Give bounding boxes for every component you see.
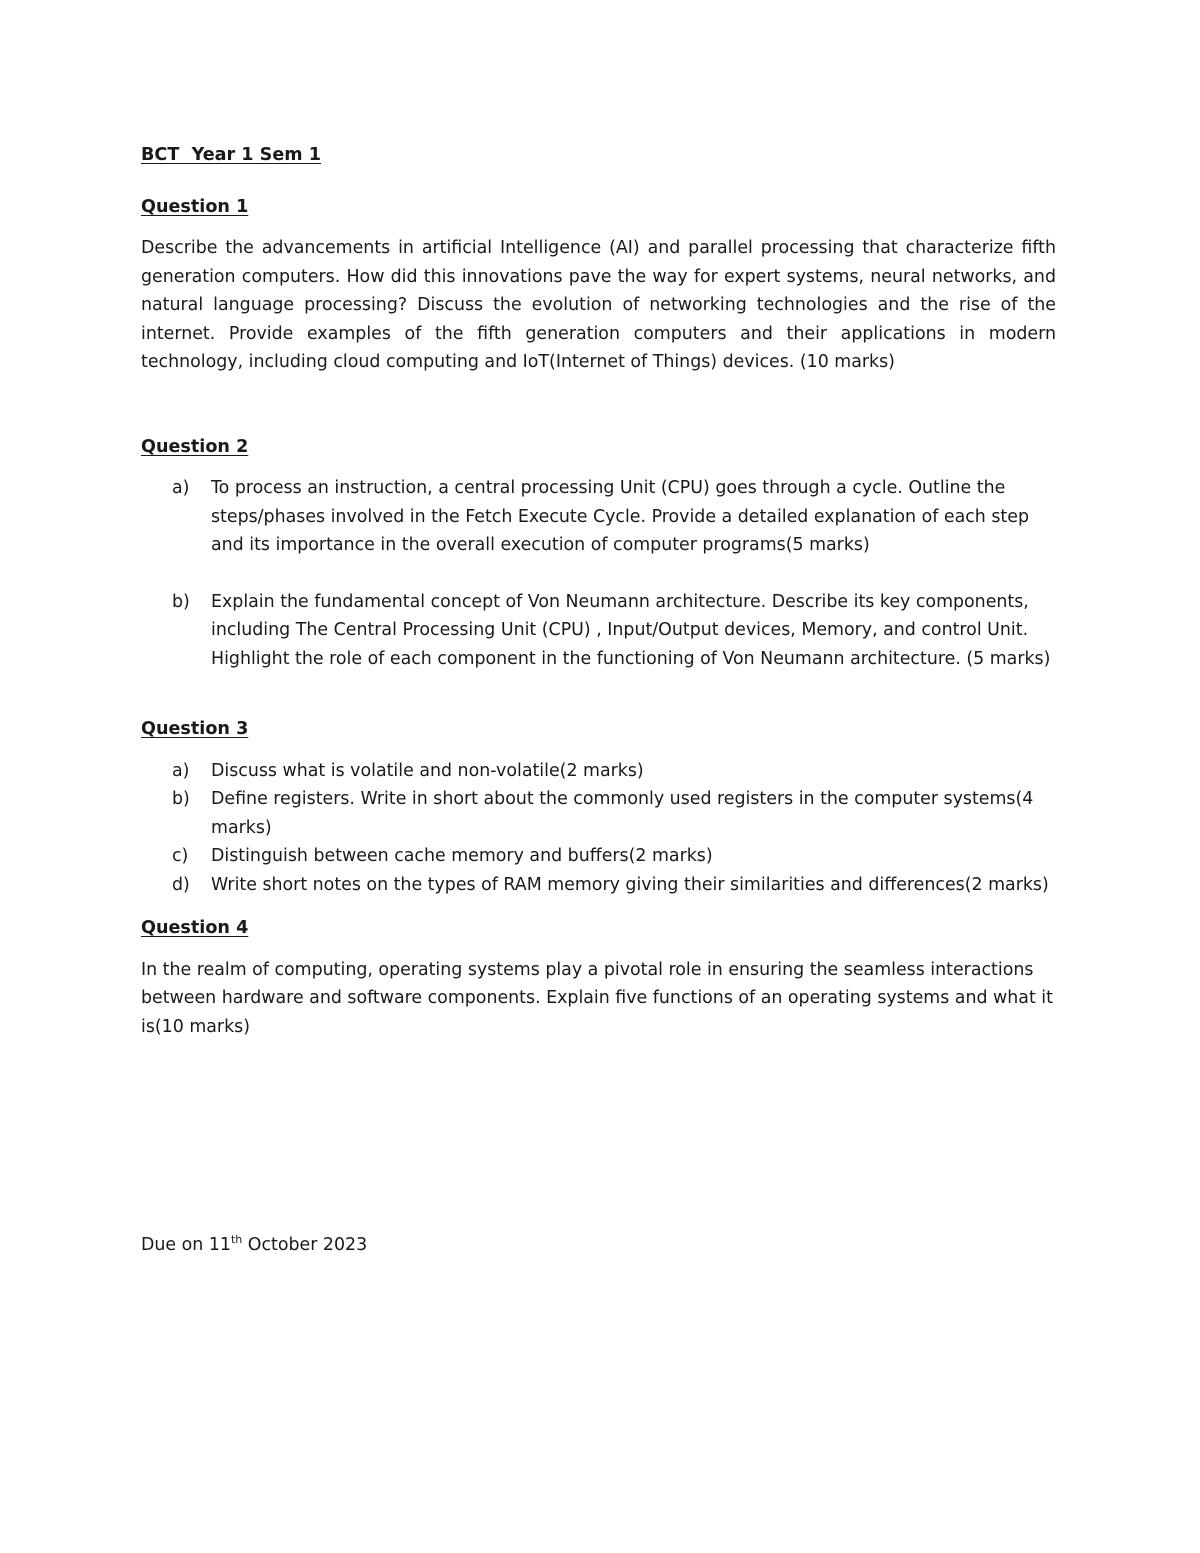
question-4 xyxy=(141,914,1056,1041)
question-2-list xyxy=(141,474,1056,673)
question-2-item-b-text: Explain the fundamental concept of Von Neumann architecture. Describe its key components, including The Central Processing Unit (CPU) , Input/Output devices, Memory, and control Unit. Highlight the role of each component in the functioning of Von Neumann architecture. (5 marks) xyxy=(211,591,1051,669)
question-1 xyxy=(141,193,1056,377)
question-2-item-a xyxy=(141,474,1056,560)
question-3-item-a-text: Discuss what is volatile and non-volatile(2 marks) xyxy=(211,760,644,781)
question-3-heading: Question 3 xyxy=(141,719,249,739)
question-3-item-c-text: Distinguish between cache memory and buffers(2 marks) xyxy=(211,846,713,866)
list-marker: a) xyxy=(172,760,190,781)
question-3-item-c xyxy=(141,842,1056,871)
list-marker: d) xyxy=(172,874,190,895)
question-3-item-b-text: Define registers. Write in short about the commonly used registers in the computer systems(4 marks) xyxy=(211,789,1034,838)
question-1-heading: Question 1 xyxy=(141,196,249,217)
question-3 xyxy=(141,715,1056,899)
question-3-item-d-text: Write short notes on the types of RAM memory giving their similarities and differences(2 marks) xyxy=(211,874,1049,895)
due-date xyxy=(141,1231,1056,1260)
list-marker: b) xyxy=(172,789,190,809)
question-1-text: Describe the advancements in artificial Intelligence (AI) and parallel processing that characterize fifth generation computers. How did this innovations pave the way for expert systems, neural networks, and natural language processing? Discuss the evolution of networking technologies and the rise of the internet. Provide examples of the fifth generation computers and their applications in modern technology, including cloud computing and IoT(Internet of Things) devices. (10 marks) xyxy=(141,238,1056,372)
list-spacer xyxy=(141,560,1056,588)
due-date-suffix: October 2023 xyxy=(242,1235,368,1255)
question-3-item-b xyxy=(141,785,1056,842)
question-4-heading: Question 4 xyxy=(141,918,249,938)
list-marker: b) xyxy=(172,591,190,612)
question-4-text: In the realm of computing, operating systems play a pivotal role in ensuring the seamless interactions between hardware and software components. Explain five functions of an operating systems and what it is(10 marks) xyxy=(141,959,1053,1037)
list-marker: a) xyxy=(172,478,190,498)
question-2 xyxy=(141,433,1056,674)
question-2-heading: Question 2 xyxy=(141,436,249,457)
document-content xyxy=(141,141,1056,1260)
question-3-item-d xyxy=(141,871,1056,900)
question-3-item-a xyxy=(141,757,1056,786)
document-title: BCT Year 1 Sem 1 xyxy=(141,145,321,165)
due-date-prefix: Due on 11 xyxy=(141,1235,231,1255)
question-2-item-a-text: To process an instruction, a central processing Unit (CPU) goes through a cycle. Outline the steps/phases involved in the Fetch Execute Cycle. Provide a detailed explanation of each step and its importance in the overall execution of computer programs(5 marks) xyxy=(211,478,1029,555)
question-2-item-b xyxy=(141,588,1056,674)
due-date-superscript: th xyxy=(230,1233,243,1246)
list-marker: c) xyxy=(172,846,189,866)
question-3-list xyxy=(141,757,1056,900)
